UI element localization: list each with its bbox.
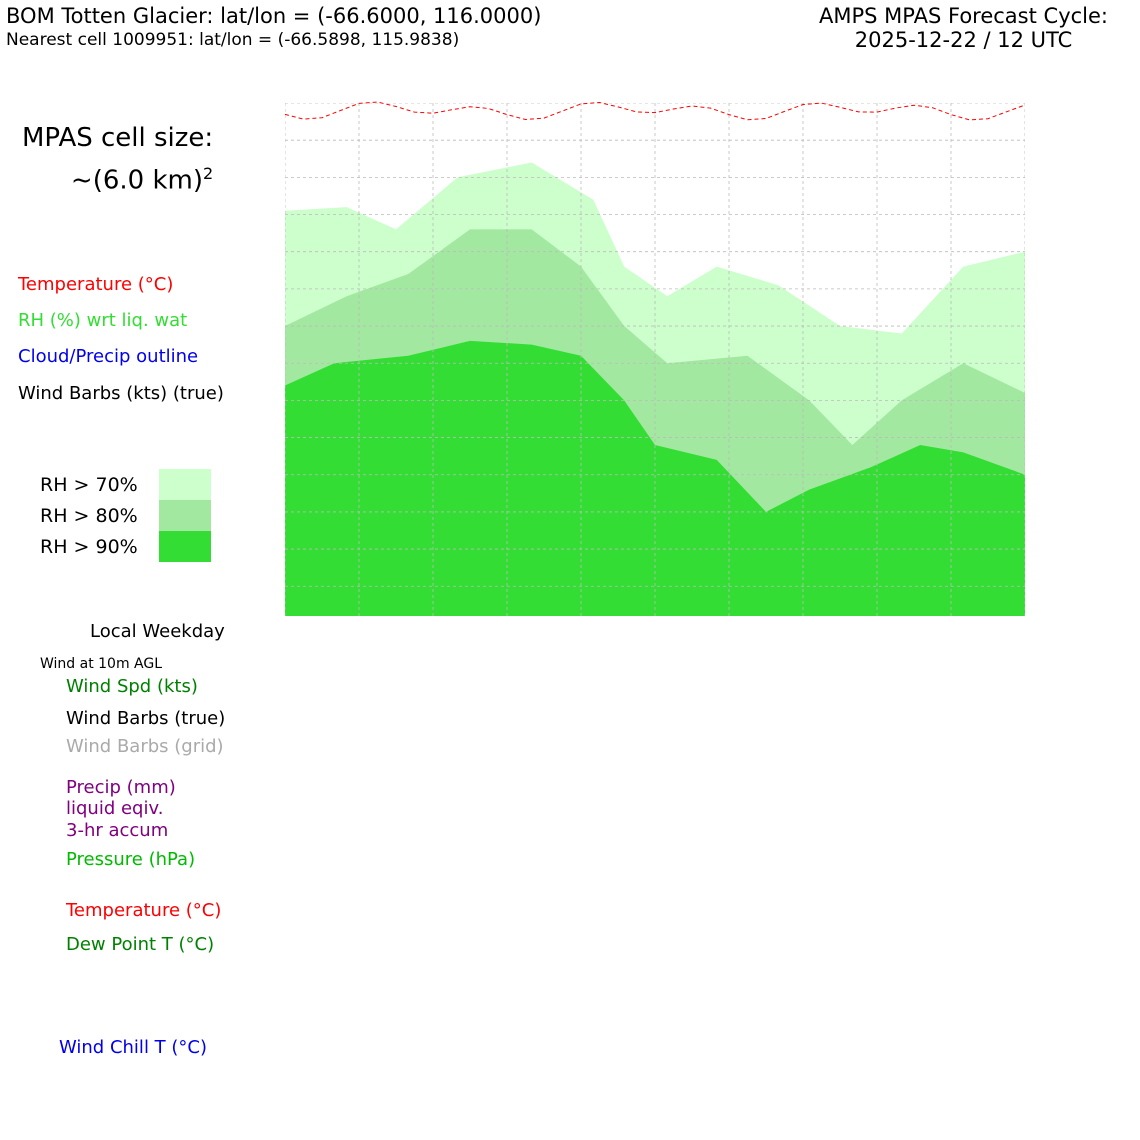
wind-10m-label: Wind at 10m AGL	[40, 656, 163, 672]
legend-rh: RH (%) wrt liq. wat	[18, 310, 188, 331]
cell-size-label: MPAS cell size:	[22, 123, 214, 153]
wind-speed-label: Wind Spd (kts)	[66, 676, 198, 697]
wind-barbs-true-label: Wind Barbs (true)	[66, 708, 226, 729]
windchill-label: Wind Chill T (°C)	[59, 1037, 207, 1058]
pressure-label: Pressure (hPa)	[66, 849, 196, 870]
rh80-label: RH > 80%	[40, 505, 138, 527]
cycle-date: 2025-12-22 / 12 UTC	[854, 28, 1073, 52]
legend-temperature: Temperature (°C)	[18, 274, 174, 295]
precip-accum-label: 3-hr accum	[66, 820, 169, 841]
legend-cloud-outline: Cloud/Precip outline	[18, 346, 199, 367]
cycle-label: AMPS MPAS Forecast Cycle:	[819, 4, 1108, 28]
precip-label: Precip (mm)	[66, 777, 176, 798]
cell-size-value: ~(6.0 km)$^2$	[70, 164, 214, 196]
wind-barbs-grid-label: Wind Barbs (grid)	[66, 736, 224, 757]
rh70-label: RH > 70%	[40, 474, 138, 496]
rh90-label: RH > 90%	[40, 536, 138, 558]
local-weekday-label: Local Weekday	[90, 621, 225, 642]
precip-liquid-label: liquid eqiv.	[66, 798, 164, 819]
dewpoint-label: Dew Point T (°C)	[66, 934, 215, 955]
cross-section-area	[285, 103, 1025, 616]
legend-wind-barbs: Wind Barbs (kts) (true)	[18, 383, 224, 404]
station-title: BOM Totten Glacier: lat/lon = (-66.6000, 116.0000)	[6, 4, 542, 28]
temperature-label: Temperature (°C)	[66, 900, 222, 921]
nearest-cell-subtitle: Nearest cell 1009951: lat/lon = (-66.5898, 115.9838)	[6, 30, 460, 50]
